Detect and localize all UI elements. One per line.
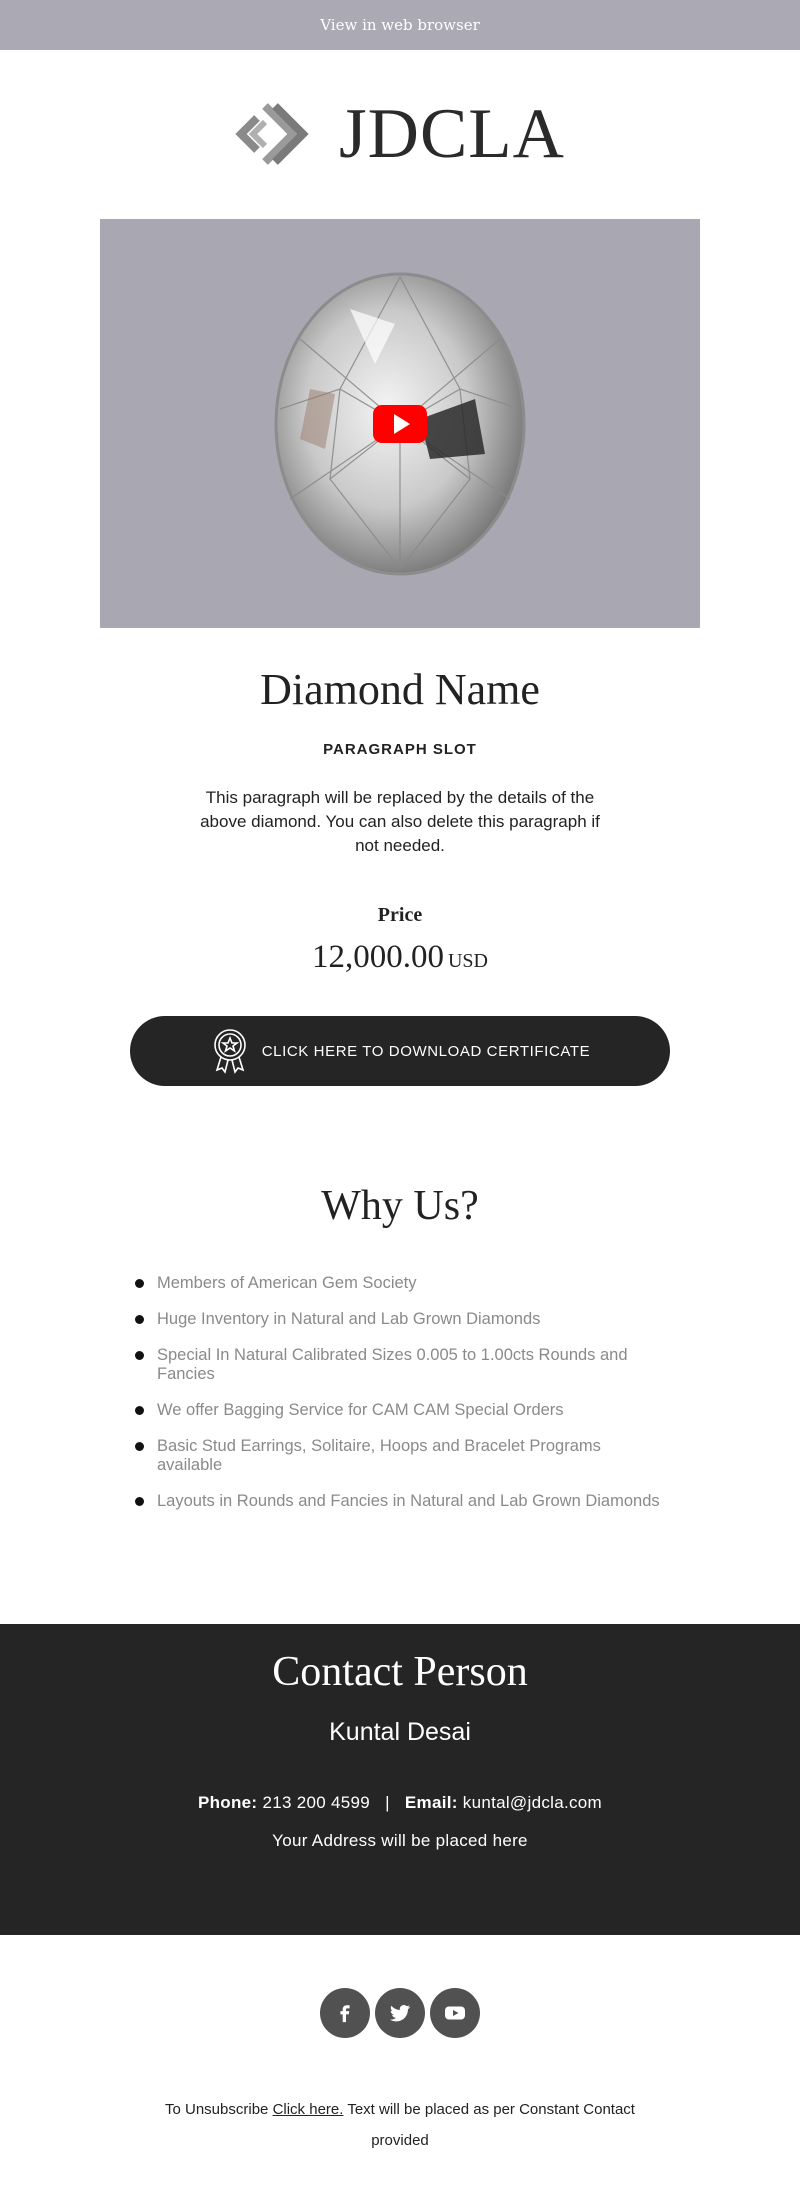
- contact-name: Kuntal Desai: [329, 1718, 471, 1746]
- contact-info: [0, 1793, 800, 1813]
- brand-name: JDCLA: [339, 95, 565, 173]
- price-currency: USD: [447, 950, 488, 972]
- social-links: [0, 1988, 800, 2038]
- play-icon[interactable]: [373, 405, 427, 443]
- contact-separator: |: [385, 1793, 390, 1812]
- list-item: Layouts in Rounds and Fancies in Natural and Lab Grown Diamonds: [135, 1492, 669, 1511]
- youtube-icon[interactable]: [430, 1988, 480, 2038]
- why-us-heading: Why Us?: [321, 1183, 479, 1229]
- price-label: Price: [377, 904, 423, 926]
- product-video[interactable]: [100, 219, 700, 628]
- view-in-browser-link[interactable]: View in web browser: [320, 16, 480, 34]
- jdcla-diamond-logo-icon: [235, 100, 313, 170]
- list-item: We offer Bagging Service for CAM CAM Special Orders: [135, 1401, 669, 1420]
- phone-number[interactable]: 213 200 4599: [262, 1793, 371, 1812]
- unsubscribe-link[interactable]: Click here.: [272, 2101, 344, 2118]
- facebook-glyph: [334, 2002, 356, 2024]
- paragraph-slot-heading: PARAGRAPH SLOT: [323, 741, 477, 758]
- list-item: Members of American Gem Society: [135, 1274, 669, 1293]
- top-bar: [0, 0, 800, 50]
- certificate-badge-icon: [210, 1027, 250, 1075]
- download-certificate-button[interactable]: [130, 1016, 670, 1086]
- footer-note: Text will be placed as per Constant Contact provided: [347, 2101, 635, 2149]
- email-address[interactable]: kuntal@jdcla.com: [462, 1793, 602, 1812]
- download-certificate-label: CLICK HERE TO DOWNLOAD CERTIFICATE: [261, 1042, 591, 1060]
- product-title: Diamond Name: [260, 665, 540, 714]
- facebook-icon[interactable]: [320, 1988, 370, 2038]
- twitter-icon[interactable]: [375, 1988, 425, 2038]
- price-amount: 12,000.00: [311, 939, 444, 975]
- brand-logo[interactable]: [0, 50, 800, 219]
- email-label: Email:: [404, 1793, 458, 1812]
- list-item: Basic Stud Earrings, Solitaire, Hoops and Bracelet Programs available: [135, 1437, 669, 1475]
- phone-label: Phone:: [197, 1793, 258, 1812]
- youtube-glyph: [443, 2001, 467, 2025]
- list-item: Huge Inventory in Natural and Lab Grown Diamonds: [135, 1310, 669, 1329]
- product-description: This paragraph will be replaced by the details of the above diamond. You can also delete this paragraph if not needed.: [200, 788, 600, 855]
- contact-section: [0, 1624, 800, 1935]
- contact-address: Your Address will be placed here: [272, 1831, 528, 1850]
- why-us-list: [135, 1274, 669, 1511]
- price-value: [0, 939, 800, 976]
- list-item: Special In Natural Calibrated Sizes 0.005 to 1.00cts Rounds and Fancies: [135, 1346, 669, 1384]
- unsubscribe-prefix: To Unsubscribe: [165, 2101, 269, 2118]
- twitter-glyph: [388, 2001, 412, 2025]
- contact-heading: Contact Person: [272, 1649, 528, 1695]
- footer: [0, 2094, 800, 2156]
